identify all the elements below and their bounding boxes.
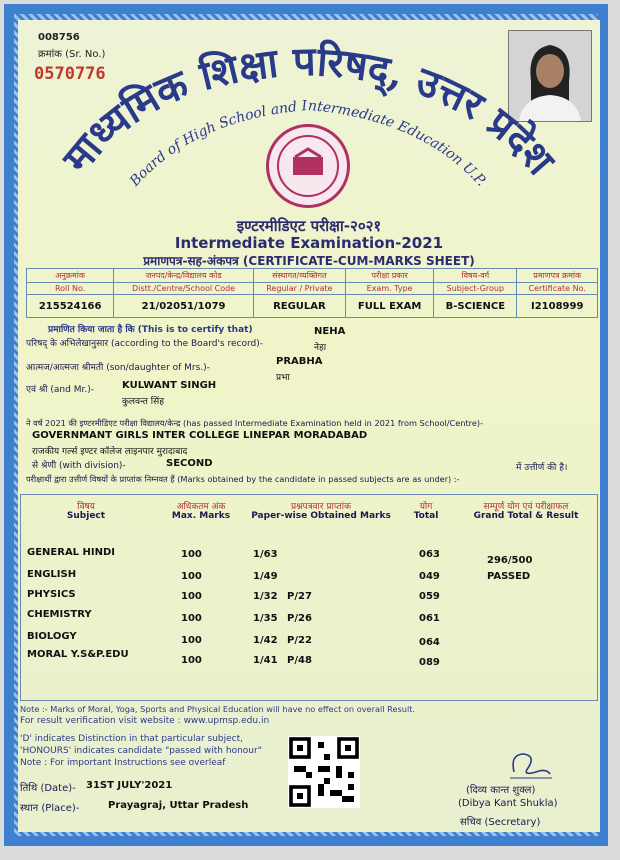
subject-name: GENERAL HINDI — [27, 547, 116, 558]
certify-line: प्रमाणित किया जाता है कि (This is to certify that) — [48, 325, 253, 335]
col-en: Subject-Group — [434, 283, 517, 295]
col-en: Regular / Private — [253, 283, 345, 295]
subject-name: PHYSICS — [27, 589, 76, 600]
passed-line: ने वर्ष 2021 की इण्टरमीडिएट परीक्षा विद्यालय/केन्द्र (has passed Intermediate Examination held in 2021 from School/Centre)- — [26, 418, 484, 428]
hdr-paper: Paper-wise Obtained Marks — [251, 511, 391, 521]
regular-private: REGULAR — [253, 295, 345, 318]
school-code: 21/02051/1079 — [114, 295, 254, 318]
school-name-hindi: राजकीय गर्ल्स इण्टर कॉलेज लाइनपार मुरादाबाद — [32, 447, 188, 457]
division-label: से श्रेणी (with division)- — [32, 461, 126, 471]
hdr-max: Max. Marks — [171, 511, 231, 521]
issue-place: Prayagraj, Uttar Pradesh — [108, 800, 249, 811]
hdr-subject-hi: विषय — [77, 502, 95, 512]
marks-intro-line: परीक्षार्थी द्वारा उत्तीर्ण विषयों के प्राप्तांक निम्नवत हैं (Marks obtained by the candidate in passed subjects are as under) :- — [26, 474, 460, 484]
note-honours: 'HONOURS' indicates candidate "passed with honour" — [20, 746, 262, 756]
col-hi: जनपद/केन्द्र/विद्यालय कोड — [114, 269, 254, 283]
col-hi: संस्थागत/व्यक्तिगत — [253, 269, 345, 283]
place-label: स्थान (Place)- — [20, 803, 80, 814]
uttirn-text: में उत्तीर्ण की है। — [516, 463, 568, 473]
subject-group: B-SCIENCE — [434, 295, 517, 318]
board-english: Board of High School and Intermediate Education U.P. — [126, 97, 490, 190]
secretary-name: (Dibya Kant Shukla) — [458, 798, 558, 809]
paper1-marks: 1/41 — [253, 655, 278, 666]
hdr-grand: Grand Total & Result — [473, 511, 579, 521]
father-name: KULWANT SINGH — [122, 380, 217, 391]
serial-number: 0570776 — [34, 64, 106, 84]
col-hi: परीक्षा प्रकार — [345, 269, 433, 283]
father-name-hindi: कुलवन्त सिंह — [122, 397, 164, 407]
subject-total: 064 — [419, 637, 440, 648]
note-verify: For result verification visit website : www.upmsp.edu.in — [20, 716, 270, 726]
subject-total: 049 — [419, 571, 440, 582]
col-en: Exam. Type — [345, 283, 433, 295]
roll-no: 215524166 — [27, 295, 114, 318]
note-distinction: 'D' indicates Distinction in that particular subject, — [20, 734, 244, 744]
exam-title-hindi: इण्टरमीडिएट परीक्षा-२०२१ — [236, 217, 382, 235]
result-status: PASSED — [487, 571, 531, 582]
subject-total: 063 — [419, 549, 440, 560]
mother-name: PRABHA — [276, 356, 323, 367]
division-value: SECOND — [166, 458, 213, 469]
record-line: परिषद् के अभिलेखानुसार (according to the Board's record)- — [26, 339, 263, 349]
certificate-sheet — [18, 20, 600, 832]
candidate-info-table — [26, 268, 598, 318]
date-label: तिथि (Date)- — [20, 783, 76, 794]
candidate-name: NEHA — [314, 326, 346, 337]
paper1-marks: 1/35 — [253, 613, 278, 624]
max-marks: 100 — [181, 571, 202, 582]
exam-title-english: Intermediate Examination-2021 — [174, 234, 444, 252]
paper2-marks: P/27 — [287, 591, 312, 602]
hdr-total: Total — [413, 511, 439, 521]
candidate-name-hindi: नेहा — [314, 343, 327, 353]
subject-total: 059 — [419, 591, 440, 602]
max-marks: 100 — [181, 591, 202, 602]
hdr-total-hi: योग — [419, 502, 433, 512]
note-moral: Note :- Marks of Moral, Yoga, Sports and Physical Education will have no effect on overall Result. — [20, 704, 416, 714]
hdr-grand-hi: सम्पूर्ण योग एवं परीक्षाफल — [483, 502, 569, 512]
col-hi: प्रमाणपत्र क्रमांक — [517, 269, 598, 283]
subject-name: MORAL Y.S&P.EDU — [27, 649, 129, 660]
col-en: Roll No. — [27, 283, 114, 295]
certificate-subtitle: प्रमाणपत्र-सह-अंकपत्र (CERTIFICATE-CUM-MARKS SHEET) — [143, 254, 475, 268]
grand-total: 296/500 — [487, 555, 533, 566]
paper1-marks: 1/49 — [253, 571, 278, 582]
secretary-signature-icon — [506, 748, 556, 786]
hdr-paper-hi: प्रश्नपत्रवार प्राप्तांक — [290, 502, 352, 512]
marks-table — [20, 494, 598, 701]
issue-date: 31ST JULY'2021 — [86, 780, 173, 791]
hdr-subject: Subject — [66, 511, 106, 521]
paper2-marks: P/22 — [287, 635, 312, 646]
board-hindi: माध्यमिक शिक्षा परिषद्, उत्तर प्रदेश — [53, 37, 564, 184]
max-marks: 100 — [181, 613, 202, 624]
note-overleaf: Note : For important Instructions see overleaf — [20, 758, 226, 768]
subject-total: 061 — [419, 613, 440, 624]
secretary-name-hindi: (दिव्य कान्त शुक्ल) — [466, 785, 536, 796]
secretary-title: सचिव (Secretary) — [460, 817, 541, 828]
subject-name: BIOLOGY — [27, 631, 77, 642]
max-marks: 100 — [181, 549, 202, 560]
paper1-marks: 1/32 — [253, 591, 278, 602]
max-marks: 100 — [181, 635, 202, 646]
col-hi: अनुक्रमांक — [27, 269, 114, 283]
qr-code-icon — [288, 736, 360, 808]
mother-name-hindi: प्रभा — [276, 373, 290, 383]
subject-name: ENGLISH — [27, 569, 77, 580]
board-seal-icon — [266, 124, 350, 208]
hdr-max-hi: अधिकतम अंक — [176, 502, 226, 512]
exam-type: FULL EXAM — [345, 295, 433, 318]
paper2-marks: P/26 — [287, 613, 312, 624]
subject-total: 089 — [419, 657, 440, 668]
mother-label: आत्मज/आत्मजा श्रीमती (son/daughter of Mrs.)- — [26, 363, 210, 373]
serial-top: 008756 — [38, 32, 80, 43]
father-label: एवं श्री (and Mr.)- — [26, 385, 94, 395]
col-hi: विषय-वर्ग — [434, 269, 517, 283]
certificate-no: I2108999 — [517, 295, 598, 318]
paper1-marks: 1/42 — [253, 635, 278, 646]
col-en: Distt./Centre/School Code — [114, 283, 254, 295]
paper1-marks: 1/63 — [253, 549, 278, 560]
max-marks: 100 — [181, 655, 202, 666]
paper2-marks: P/48 — [287, 655, 312, 666]
subject-name: CHEMISTRY — [27, 609, 92, 620]
school-name: GOVERNMANT GIRLS INTER COLLEGE LINEPAR MORADABAD — [32, 430, 368, 441]
col-en: Certificate No. — [517, 283, 598, 295]
serial-label: क्रमांक (Sr. No.) — [38, 49, 106, 60]
